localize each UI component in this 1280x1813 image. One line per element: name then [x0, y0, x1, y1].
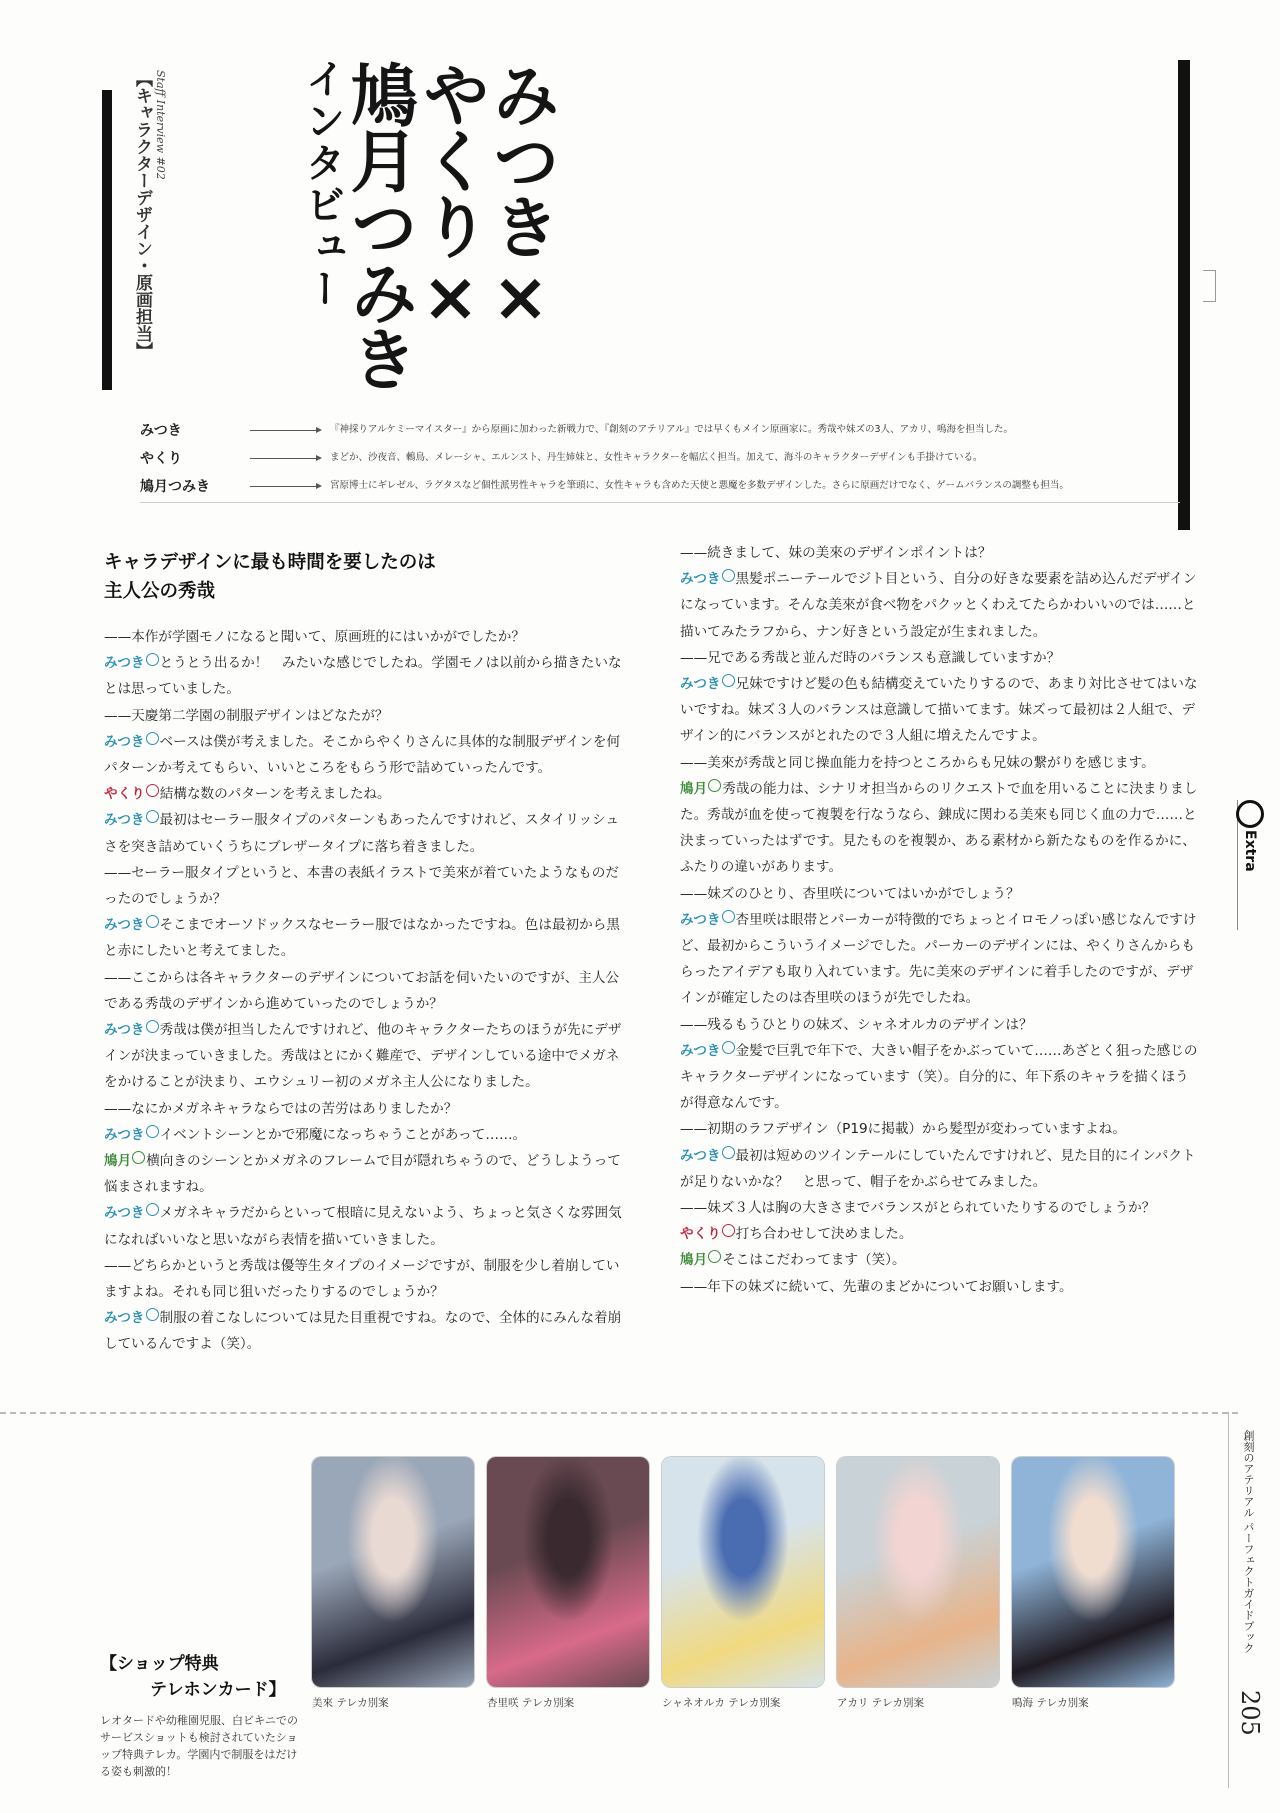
- answer-paragraph: [104, 650, 624, 702]
- answer-paragraph: [104, 1017, 624, 1096]
- answer-paragraph: [104, 729, 624, 781]
- paragraph-text: 金髪で巨乳で年下で、大きい帽子をかぶっていて……あざとく狙った感じのキャラクターデザインになっています（笑）。自分的に、年下系のキャラを描くほうが得意なんです。: [680, 1042, 1198, 1112]
- answer-paragraph: [680, 776, 1200, 881]
- answer-paragraph: [680, 1038, 1200, 1117]
- series-tag: Staff Interview #02: [154, 70, 167, 180]
- paragraph-text: そこはこだわってます（笑）。: [722, 1252, 906, 1269]
- answer-paragraph: [104, 1305, 624, 1357]
- paragraph-text: ——どちらかというと秀哉は優等生タイプのイメージですが、制服を少し着崩していますよね。それも同じ狙いだったりするのでしょうか？: [104, 1257, 620, 1301]
- paragraph-text: 兄妹ですけど髪の色も結構変えていたりするので、あまり対比させてはいないですね。妹ズ３人のバランスは意識して描いてます。妹ズって最初は２人組で、デザイン的にバランスがとれたので３人組に増えたんですよ。: [680, 676, 1198, 745]
- card-image: [662, 1457, 824, 1687]
- speaker-name: みつき: [680, 676, 721, 693]
- card-illustration: [312, 1457, 474, 1687]
- speaker-name: みつき: [104, 655, 145, 672]
- paragraph-text: 秀哉は僕が担当したんですけれど、他のキャラクターたちのほうが先にデザインが決まっていきました。秀哉はとにかく難産で、デザインしている途中でメガネをかけることが決まり、エウシュリー初のメガネ主人公になりました。: [104, 1022, 622, 1091]
- speaker-mark-icon: [146, 1203, 159, 1216]
- paragraph-text: とうとう出るか！ みたいな感じでしたね。学園モノは以前から描きたいなとは思っていました。: [104, 655, 622, 698]
- card-image: [312, 1457, 474, 1687]
- speaker-mark-icon: [722, 674, 735, 687]
- heading-line: キャラデザインに最も時間を要したのは: [104, 552, 436, 573]
- staff-name: 鳩月つみき: [140, 479, 210, 495]
- speaker-name: みつき: [104, 1126, 145, 1143]
- speaker-mark-icon: [146, 784, 159, 797]
- staff-row: [140, 448, 1180, 472]
- speaker-name: みつき: [104, 733, 145, 750]
- staff-desc: 『神採りアルケミーマイスター』から原画に加わった新戦力で、『創刻のアテリアル』では早くもメイン原画家に。秀哉や妹ズの3人、アカリ、鳴海を担当した。: [330, 424, 1014, 435]
- question-paragraph: [680, 540, 1200, 566]
- speaker-name: みつき: [104, 1310, 145, 1327]
- card-image: [487, 1457, 649, 1687]
- speaker-name: みつき: [104, 812, 145, 829]
- staff-name: やくり: [140, 451, 182, 467]
- speaker-name: みつき: [104, 1022, 145, 1039]
- speaker-mark-icon: [146, 1020, 159, 1033]
- arrow-icon: [250, 458, 320, 459]
- staff-row: [140, 420, 1180, 444]
- question-paragraph: [680, 1116, 1200, 1142]
- speaker-mark-icon: [722, 910, 735, 923]
- speaker-mark-icon: [146, 1125, 159, 1138]
- question-paragraph: [104, 1096, 624, 1122]
- speaker-mark-icon: [708, 779, 721, 792]
- paragraph-text: メガネキャラだからといって根暗に見えないよう、ちょっと気さくな雰囲気になればいいなと思いながら表情を描いていきました。: [104, 1205, 622, 1248]
- answer-paragraph: [104, 781, 624, 807]
- heading-line: 主人公の秀哉: [104, 581, 216, 602]
- speaker-name: みつき: [104, 1205, 145, 1222]
- answer-paragraph: [104, 1200, 624, 1252]
- extra-tab: [1237, 800, 1268, 930]
- card-illustration: [837, 1457, 999, 1687]
- paragraph-text: ——妹ズのひとり、杏里咲についてはいかがでしょう？: [680, 885, 1020, 902]
- paragraph-text: ベースは僕が考えました。そこからやくりさんに具体的な制服デザインを何パターンか考えてもらい、いいところをもらう形で詰めていったんです。: [104, 733, 621, 777]
- shop-title-line: 【ショップ特典: [100, 1654, 219, 1674]
- paragraph-text: ——残るもうひとりの妹ズ、シャネオルカのデザインは？: [680, 1016, 1033, 1033]
- speaker-mark-icon: [722, 569, 735, 582]
- paragraph-text: ——続きまして、妹の美來のデザインポイントは？: [680, 545, 992, 561]
- question-paragraph: [680, 1012, 1200, 1038]
- staff-name: みつき: [140, 423, 182, 439]
- question-paragraph: [104, 1253, 624, 1305]
- question-paragraph: [104, 860, 624, 912]
- speaker-name: みつき: [680, 1147, 721, 1164]
- left-accent-bar: [102, 90, 112, 390]
- speaker-mark-icon: [146, 915, 159, 928]
- answer-paragraph: [104, 1148, 624, 1200]
- left-body: [104, 624, 624, 1358]
- staff-desc: まどか、沙夜音、鶫鳥、メレーシャ、エルンスト、丹生姉妹と、女性キャラクターを幅広く担当。加えて、海斗のキャラクターデザインも手掛けている。: [330, 452, 983, 463]
- paragraph-text: ——セーラー服タイプというと、本書の表紙イラストで美來が着ていたようなものだったのでしょうか？: [104, 864, 619, 908]
- paragraph-text: ——本作が学園モノになると聞いて、原画班的にはいかがでしたか？: [104, 629, 525, 645]
- card-caption: シャネオルカ テレカ別案: [662, 1697, 781, 1709]
- paragraph-text: ——なにかメガネキャラならではの苦労はありましたか？: [104, 1100, 458, 1117]
- speaker-mark-icon: [722, 1224, 735, 1237]
- speaker-name: みつき: [680, 571, 721, 588]
- card-caption: 杏里咲 テレカ別案: [487, 1697, 575, 1709]
- paragraph-text: 結構な数のパターンを考えましたね。: [159, 786, 391, 803]
- title-line-2: やくり×: [411, 60, 490, 335]
- answer-paragraph: [104, 1122, 624, 1148]
- question-paragraph: [104, 703, 624, 729]
- answer-paragraph: [680, 1247, 1200, 1273]
- answer-paragraph: [680, 671, 1200, 750]
- staff-row: [140, 476, 1180, 500]
- staff-desc: 宮原博士にギレゼル、ラグタスなど個性派男性キャラを筆頭に、女性キャラも含めた天使と悪魔を多数デザインした。さらに原画だけでなく、ゲームバランスの調整も担当。: [330, 480, 1069, 491]
- section-heading: [104, 548, 624, 606]
- speaker-name: みつき: [680, 1042, 721, 1059]
- paragraph-text: ——初期のラフデザイン（P19に掲載）から髪型が変わっていますよね。: [680, 1121, 1126, 1138]
- answer-paragraph: [680, 907, 1200, 1012]
- book-title: 創刻のアテリアル パーフェクトガイドブック: [1242, 1430, 1255, 1654]
- answer-paragraph: [104, 912, 624, 964]
- question-paragraph: [104, 965, 624, 1017]
- gear-icon: [1236, 800, 1264, 828]
- speaker-mark-icon: [146, 810, 159, 823]
- shop-title-line: テレホンカード】: [150, 1680, 286, 1700]
- question-paragraph: [680, 750, 1200, 776]
- speaker-name: 鳩月: [104, 1153, 132, 1170]
- card-illustration: [487, 1457, 649, 1687]
- paragraph-text: ——年下の妹ズに続いて、先輩のまどかについてお願いします。: [680, 1278, 1073, 1295]
- title-subtitle: インタビュー: [299, 58, 345, 310]
- paragraph-text: 黒髪ポニーテールでジト目という、自分の好きな要素を詰め込んだデザインになっています。そんな美來が食べ物をパクッとくわえてたらかわいいのでは……と描いてみたラフから、ナン好きという設定が生まれました。: [680, 571, 1197, 640]
- paragraph-text: イベントシーンとかで邪魔になっちゃうことがあって……。: [159, 1126, 527, 1143]
- answer-paragraph: [104, 807, 624, 859]
- speaker-mark-icon: [132, 1151, 145, 1164]
- question-paragraph: [104, 624, 624, 650]
- card-image: [1012, 1457, 1174, 1687]
- question-paragraph: [680, 1274, 1200, 1300]
- paragraph-text: 横向きのシーンとかメガネのフレームで目が隠れちゃうので、どうしようって悩まされますね。: [104, 1153, 621, 1196]
- arrow-icon: [250, 486, 320, 487]
- paragraph-text: ——天慶第二学園の制服デザインはどなたが？: [104, 707, 389, 724]
- card-caption: 美來 テレカ別案: [312, 1697, 389, 1709]
- corner-mark: [1203, 270, 1216, 302]
- answer-paragraph: [680, 1143, 1200, 1195]
- card-caption: アカリ テレカ別案: [837, 1697, 925, 1709]
- speaker-mark-icon: [722, 1041, 735, 1054]
- speaker-name: 鳩月: [680, 1252, 708, 1269]
- speaker-name: やくり: [680, 1226, 721, 1243]
- paragraph-text: 最初はセーラー服タイプのパターンもあったんですけれど、スタイリッシュさを突き詰めていくうちにブレザータイプに落ち着きました。: [104, 812, 619, 855]
- answer-paragraph: [680, 1221, 1200, 1247]
- extra-label: Extra: [1242, 830, 1258, 872]
- speaker-mark-icon: [708, 1250, 721, 1263]
- right-body: [680, 540, 1200, 1300]
- paragraph-text: 打ち合わせして決めました。: [735, 1226, 913, 1243]
- speaker-name: 鳩月: [680, 780, 708, 797]
- divider: [140, 502, 1180, 503]
- shop-title: [100, 1651, 286, 1703]
- answer-paragraph: [680, 566, 1200, 645]
- interview-column-left: [104, 548, 624, 1358]
- paragraph-text: 最初は短めのツインテールにしていたんですけれど、見た目的にインパクトが足りないかな？ と思って、帽子をかぶらせてみました。: [680, 1147, 1196, 1190]
- title-line-1: 鳩月つみき: [339, 60, 418, 390]
- paragraph-text: ——妹ズ３人は胸の大きさまでバランスがとられていたりするのでしょうか？: [680, 1200, 1156, 1217]
- card-caption: 鳴海 テレカ別案: [1012, 1697, 1089, 1709]
- question-paragraph: [680, 645, 1200, 671]
- paragraph-text: ——ここからは各キャラクターのデザインについてお話を伺いたいのですが、主人公である秀哉のデザインから進めていったのでしょうか？: [104, 969, 620, 1012]
- paragraph-text: ——美來が秀哉と同じ操血能力を持つところからも兄妹の繋がりを感じます。: [680, 754, 1155, 771]
- speaker-mark-icon: [146, 1308, 159, 1321]
- shop-description: レオタードや幼稚園児服、白ビキニでのサービスショットも検討されていたショップ特典テレカ。学園内で制服をはだける姿も刺激的！: [100, 1714, 298, 1778]
- page-number: 205: [1236, 1690, 1264, 1736]
- speaker-mark-icon: [146, 732, 159, 745]
- speaker-name: みつき: [104, 917, 145, 934]
- paragraph-text: 制服の着こなしについては見た目重視ですね。なので、全体的にみんな着崩しているんですよ（笑）。: [104, 1310, 622, 1353]
- title-line-3: みつき×: [481, 60, 560, 335]
- arrow-icon: [250, 430, 320, 431]
- paragraph-text: ——兄である秀哉と並んだ時のバランスも意識していますか？: [680, 649, 1061, 666]
- question-paragraph: [680, 1195, 1200, 1221]
- role-label: 【キャラクターデザイン・原画担当】: [132, 70, 152, 359]
- paragraph-text: そこまでオーソドックスなセーラー服ではなかったですね。色は最初から黒と赤にしたいと考えてました。: [104, 917, 620, 960]
- paragraph-text: 杏里咲は眼帯とパーカーが特徴的でちょっとイロモノっぽい感じなんですけど、最初からこういうイメージでした。パーカーのデザインには、やくりさんからもらったアイデアも取り入れています。先に美來のデザインに着手したのですが、デザインが確定したのは杏里咲のほうが先でしたね。: [680, 911, 1197, 1007]
- paragraph-text: 秀哉の能力は、シナリオ担当からのリクエストで血を用いることに決まりました。秀哉が血を使って複製を行なうなら、錬成に関わる美來も同じく血の力で……と決まっていったはずです。見たものを複製か、ある素材から新たなものを作るかに、ふたりの違いがあります。: [680, 780, 1198, 876]
- speaker-mark-icon: [146, 653, 159, 666]
- card-illustration: [662, 1457, 824, 1687]
- card-image: [837, 1457, 999, 1687]
- interview-column-right: [680, 540, 1200, 1300]
- speaker-mark-icon: [722, 1146, 735, 1159]
- card-illustration: [1012, 1457, 1174, 1687]
- speaker-name: やくり: [104, 786, 145, 803]
- question-paragraph: [680, 881, 1200, 907]
- speaker-name: みつき: [680, 911, 721, 928]
- divider: [1228, 1412, 1229, 1788]
